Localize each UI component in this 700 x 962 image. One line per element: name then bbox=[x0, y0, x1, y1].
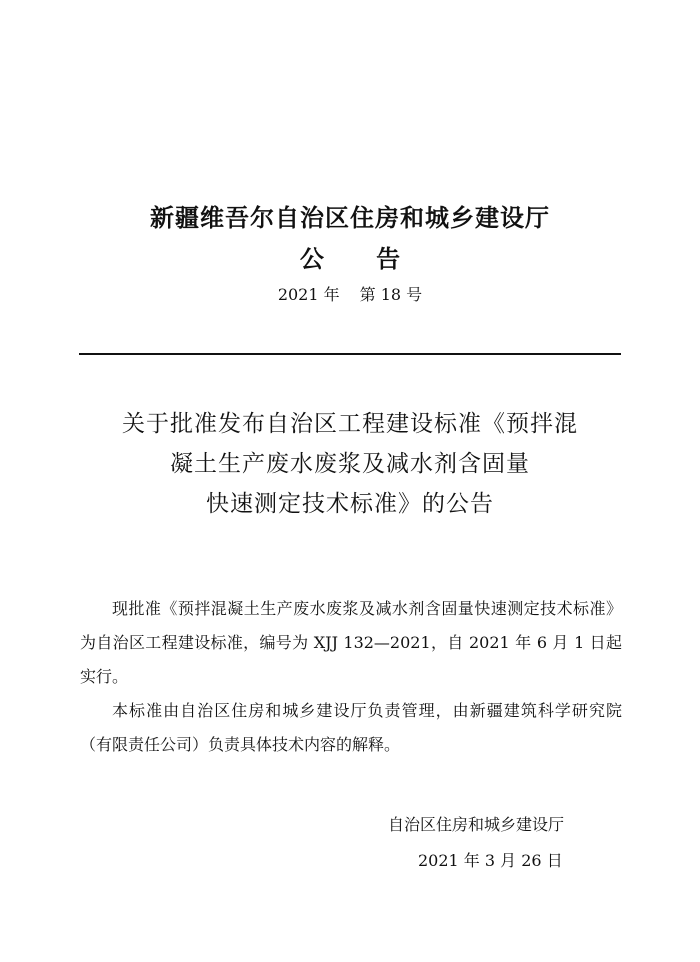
signature-organization: 自治区住房和城乡建设厅 bbox=[388, 815, 565, 834]
document-number bbox=[0, 283, 700, 307]
issuing-organization: 新疆维吾尔自治区住房和城乡建设厅 bbox=[150, 204, 550, 232]
body-paragraph: 本标准由自治区住房和城乡建设厅负责管理，由新疆建筑科学研究院（有限责任公司）负责具体技术内容的解释。 bbox=[80, 701, 622, 754]
title-line: 关于批准发布自治区工程建设标准《预拌混 bbox=[122, 411, 578, 437]
signature-date: 2021 年 3 月 26 日 bbox=[418, 851, 563, 870]
body-paragraph: 现批准《预拌混凝土生产废水废浆及减水剂含固量快速测定技术标准》为自治区工程建设标准，编号为 XJJ 132—2021，自 2021 年 6 月 1 日起实行。 bbox=[80, 599, 622, 686]
document-serial: 第 18 号 bbox=[359, 285, 423, 304]
header-divider bbox=[79, 353, 621, 355]
announcement-body bbox=[80, 592, 622, 762]
document-year: 2021 年 bbox=[277, 285, 340, 304]
title-line: 快速测定技术标准》的公告 bbox=[206, 491, 494, 517]
document-type: 公 告 bbox=[299, 245, 423, 273]
title-line: 凝土生产废水废浆及减水剂含固量 bbox=[170, 451, 530, 477]
announcement-title bbox=[60, 404, 640, 524]
